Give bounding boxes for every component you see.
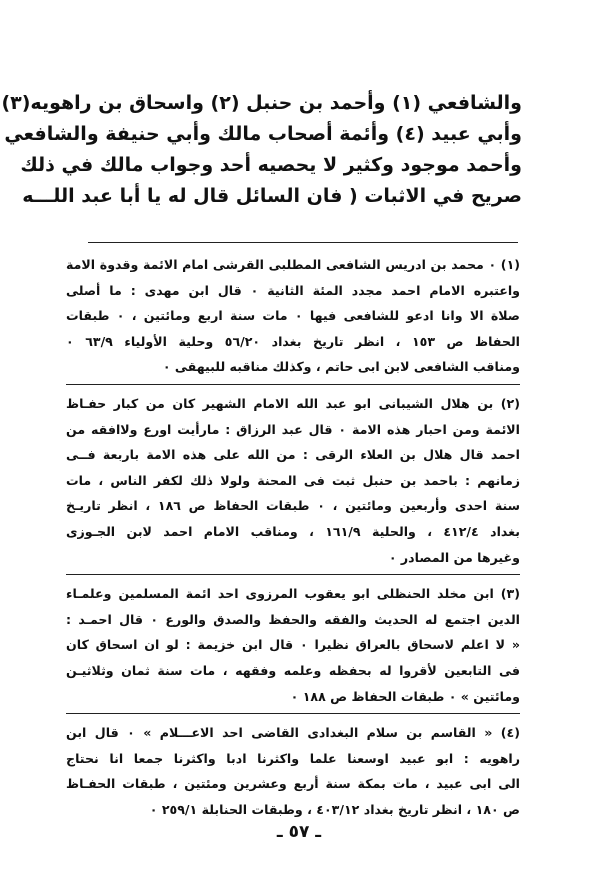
main-text-line: وأبي عبيد (٤) وأئمة أصحاب مالك وأبي حنيفة والشافعي xyxy=(4,123,522,145)
footnote-line: ومائتين » ٠ طبقات الحفاظ ص ١٨٨ ٠ xyxy=(290,688,520,704)
footnote-line: فى التابعين لأقروا له بحفظه وعلمه وفقهه ، مات سنة ثمان وثلاثيـن xyxy=(66,662,520,678)
footnote-line: وغيرها من المصادر ٠ xyxy=(388,549,520,565)
footnote-separator xyxy=(66,713,520,714)
footnote-4 xyxy=(66,720,520,822)
footnote-line: ص ١٨٠ ، انظر تاريخ بغداد ٤٠٣/١٢ ، وطبقات الحنابلة ٢٥٩/١ ٠ xyxy=(149,801,520,817)
footnote-line: راهويه : ابو عبيد اوسعنا علما واكثرنا ادبا واكثرنا جمعا انا نحتاج xyxy=(66,750,520,766)
footnote-line: واعتبره الامام احمد مجدد المئة الثانية ٠ قال ابن مهدى : ما أصلى xyxy=(66,282,521,298)
footnotes xyxy=(66,252,520,822)
footnote-line: « لا اعلم لاسحاق بالعراق نظيرا ٠ قال ابن خزيمة : لو ان اسحاق كان xyxy=(66,637,521,653)
footnote-3 xyxy=(66,581,520,709)
footnote-line: سنة احدى وأربعين ومائتين ، ٠ طبقات الحفاظ ص ١٨٦ ، انظر تاريـخ xyxy=(66,498,520,514)
footnote-line: الحفاظ ص ١٥٣ ، انظر تاريخ بغداد ٥٦/٢٠ وحلية الأولياء ٦٣/٩ ٠ xyxy=(66,333,520,349)
main-text xyxy=(1,88,522,212)
footnote-line: ومناقب الشافعى لابن ابى حاتم ، وكذلك مناقبه للبيهقى ٠ xyxy=(162,359,520,375)
footnote-line: الى ابى عبيد ، مات بمكة سنة أربع وعشرين ومئتين ، طبقات الحفـاظ xyxy=(66,776,520,792)
footnote-line: (٢) بن هلال الشيبانى ابو عبد الله الامام الشهير كان من كبار حفـاظ xyxy=(66,395,520,411)
footnote-line: (١) ٠ محمد بن ادريس الشافعى المطلبى القرشى امام الائمة وقدوة الامة xyxy=(66,257,521,272)
main-text-line: وأحمد موجود وكثير لا يحصيه أحد وجواب مالك في ذلك xyxy=(20,154,522,176)
footnote-line: احمد قال هلال بن العلاء الرقى : من الله على هذه الامة باربعة فــى xyxy=(66,447,520,463)
main-text-line: صريح في الاثبات ( فان السائل قال له يا أبا عبد اللـــه xyxy=(22,185,522,207)
footnote-2 xyxy=(66,391,520,570)
page-number: ـ ٥٧ ـ xyxy=(276,822,322,842)
footnote-line: صلاة الا وانا ادعو للشافعى فيها ٠ مات سنة اربع ومائتين ، ٠ طبقات xyxy=(66,308,520,324)
main-text-line: والشافعي (١) وأحمد بن حنبل (٢) واسحاق بن راهويه(٣) xyxy=(1,92,522,114)
footnote-line: (٤) « القاسم بن سلام البغدادى القاضى احد الاعـــلام » ٠ قال ابن xyxy=(66,725,520,741)
footnote-line: الدين اجتمع له الحديث والفقه والحفظ والصدق والورع ٠ قال احمـد : xyxy=(66,611,520,627)
footnote-separator xyxy=(66,574,520,575)
footnote-1 xyxy=(66,252,520,380)
footnote-line: زمانهم : باحمد بن حنبل ثبت فى المحنة ولولا ذلك لكفر الناس ، مات xyxy=(66,472,520,488)
footnote-line: (٣) ابن مخلد الحنظلى ابو يعقوب المرزوى احد ائمة المسلمين وعلمـاء xyxy=(66,586,520,602)
footnote-line: الائمة ومن احبار هذه الامة ٠ قال عبد الرزاق : مارأيت اورع ولاافقه من xyxy=(66,421,521,437)
footnote-divider xyxy=(88,242,518,243)
footnote-separator xyxy=(66,384,520,385)
footnote-line: بغداد ٤١٢/٤ ، والحلية ١٦١/٩ ، ومناقب الامام احمد لابن الجـوزى xyxy=(66,523,521,539)
